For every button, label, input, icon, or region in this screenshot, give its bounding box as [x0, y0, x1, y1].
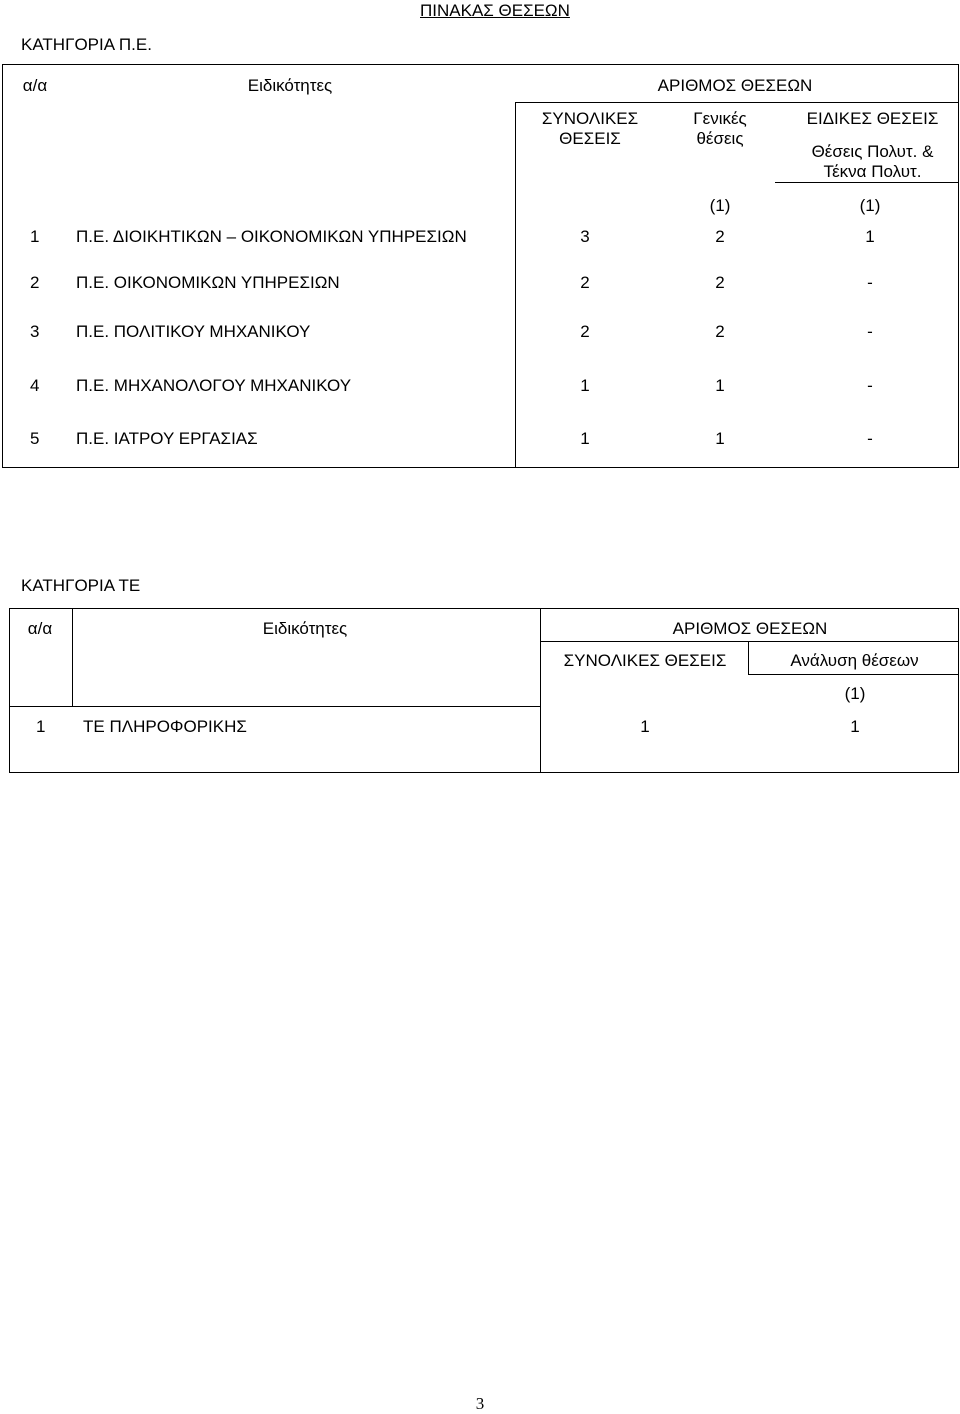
table-pe-border-left — [2, 64, 3, 468]
header-total-line2: ΘΕΣΕΙΣ — [559, 129, 621, 148]
table-pe-border-top — [2, 64, 958, 65]
header-general-line2: θέσεις — [696, 129, 744, 148]
row-specialty: Π.Ε. ΙΑΤΡΟΥ ΕΡΓΑΣΙΑΣ — [76, 429, 258, 448]
table-pe-header-divider — [515, 102, 958, 103]
header-aa: α/α — [27, 619, 53, 638]
row-general: 1 — [715, 429, 725, 448]
table-te-col-divider-3 — [748, 641, 749, 675]
table-pe-border-bottom — [2, 467, 958, 468]
row-aa: 4 — [30, 376, 40, 395]
header-analysis: Ανάλυση θέσεων — [790, 651, 919, 670]
page-number: 3 — [475, 1394, 485, 1413]
row-specialty: Π.Ε. ΜΗΧΑΝΟΛΟΓΟΥ ΜΗΧΑΝΙΚΟΥ — [76, 376, 352, 395]
table-te-header-divider — [540, 641, 959, 642]
table-te-border-left — [9, 608, 10, 773]
row-specialty: Π.Ε. ΠΟΛΙΤΙΚΟΥ ΜΗΧΑΝΙΚΟΥ — [76, 322, 311, 341]
header-num-positions: ΑΡΙΘΜΟΣ ΘΕΣΕΩΝ — [672, 619, 828, 638]
table-te-col-divider-2 — [540, 608, 541, 773]
header-num-positions: ΑΡΙΘΜΟΣ ΘΕΣΕΩΝ — [657, 76, 813, 95]
row-special: - — [867, 429, 873, 448]
row-total: 1 — [640, 717, 650, 736]
row-aa: 1 — [30, 227, 40, 246]
table-te-border-right — [958, 608, 959, 773]
row-general: 1 — [715, 376, 725, 395]
row-specialty: Π.Ε. ΔΙΟΙΚΗΤΙΚΩΝ – ΟΙΚΟΝΟΜΙΚΩΝ ΥΠΗΡΕΣΙΩΝ — [76, 227, 467, 246]
row-aa: 5 — [30, 429, 40, 448]
row-aa: 1 — [36, 717, 46, 736]
row-total: 1 — [580, 429, 590, 448]
header-specialties: Ειδικότητες — [262, 619, 348, 638]
row-general: 2 — [715, 273, 725, 292]
row-special: - — [867, 376, 873, 395]
row-total: 2 — [580, 322, 590, 341]
table-te-border-bottom — [9, 772, 959, 773]
table-te-analysis-divider — [748, 674, 959, 675]
row-special: - — [867, 273, 873, 292]
header-aa: α/α — [22, 76, 48, 95]
header-special: ΕΙΔΙΚΕΣ ΘΕΣΕΙΣ — [806, 109, 939, 128]
category-pe-label: ΚΑΤΗΓΟΡΙΑ Π.Ε. — [21, 35, 152, 54]
header-special-sub-line1: Θέσεις Πολυτ. & — [811, 142, 934, 161]
row-total: 1 — [580, 376, 590, 395]
table-pe-border-right — [958, 64, 959, 468]
header-analysis-note: (1) — [844, 684, 866, 703]
row-total: 3 — [580, 227, 590, 246]
row-total: 2 — [580, 273, 590, 292]
header-specialties: Ειδικότητες — [247, 76, 333, 95]
category-te-label: ΚΑΤΗΓΟΡΙΑ ΤΕ — [21, 576, 141, 595]
row-aa: 3 — [30, 322, 40, 341]
row-special: - — [867, 322, 873, 341]
row-general: 2 — [715, 322, 725, 341]
header-total-line1: ΣΥΝΟΛΙΚΕΣ — [541, 109, 639, 128]
row-aa: 2 — [30, 273, 40, 292]
header-total: ΣΥΝΟΛΙΚΕΣ ΘΕΣΕΙΣ — [563, 651, 727, 670]
document-title: ΠΙΝΑΚΑΣ ΘΕΣΕΩΝ — [420, 1, 570, 20]
header-general-note: (1) — [709, 196, 731, 215]
row-general: 2 — [715, 227, 725, 246]
table-pe-col-divider-1 — [515, 102, 516, 468]
row-analysis: 1 — [850, 717, 860, 736]
row-specialty: Π.Ε. ΟΙΚΟΝΟΜΙΚΩΝ ΥΠΗΡΕΣΙΩΝ — [76, 273, 340, 292]
table-te-col-divider-1 — [72, 608, 73, 707]
table-pe-note-divider — [775, 182, 958, 183]
header-general-line1: Γενικές — [693, 109, 747, 128]
header-special-note: (1) — [859, 196, 881, 215]
header-special-sub-line2: Τέκνα Πολυτ. — [823, 162, 922, 181]
table-te-row-divider — [9, 706, 540, 707]
table-te-border-top — [9, 608, 959, 609]
row-special: 1 — [865, 227, 875, 246]
row-specialty: ΤΕ ΠΛΗΡΟΦΟΡΙΚΗΣ — [83, 717, 247, 736]
